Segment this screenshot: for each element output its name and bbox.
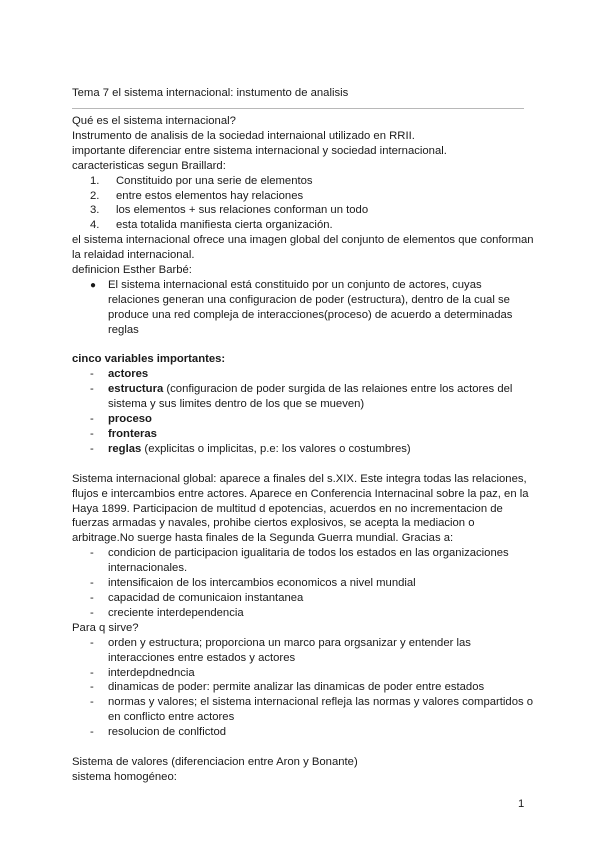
purpose-item [72, 666, 528, 681]
variable-term: actores [108, 368, 149, 381]
braillard-intro: caracteristicas segun Braillard: [72, 159, 226, 172]
variable-item [72, 367, 528, 382]
reason-line: capacidad de comunicaion instantanea [108, 591, 304, 604]
bullet-line: El sistema internacional está constituido por un conjunto de actores, cuyas [108, 278, 482, 291]
paragraph-gap [72, 740, 528, 755]
barbe-intro: definicion Esther Barbé: [72, 264, 192, 277]
bullet-line: relaciones generan una configuracion de poder (estructura), dentro de la cual se [108, 293, 510, 306]
purpose-line: orden y estructura; proporciona un marco para orgsanizar y entender las [108, 636, 471, 649]
dash-marker: - [90, 636, 94, 649]
global-image-line: el sistema internacional ofrece una imagen global del conjunto de elementos que conforman [72, 234, 534, 247]
document-body [72, 114, 534, 785]
purpose-line: normas y valores; el sistema internacional refleja las normas y valores compartidos o [108, 696, 534, 709]
list-number: 3. [90, 204, 100, 217]
purpose-line: resolucion de conlfictod [108, 726, 227, 739]
dash-marker: - [90, 681, 94, 694]
dash-marker: - [90, 577, 94, 590]
list-number: 4. [90, 219, 100, 232]
variable-item [72, 412, 528, 427]
variable-term: proceso [108, 413, 152, 426]
bullet-icon: ● [90, 279, 97, 291]
global-system-line: fuerzas armadas y navales, prohibe ciertos explosivos, se acepta la mediacion o [72, 517, 475, 530]
global-system-line: Haya 1899. Participacion de multitud d epotencias, acuerdos en no incrementacion de [72, 502, 503, 515]
list-item-text: esta totalida manifiesta cierta organización. [116, 219, 333, 232]
list-item-text: Constituido por una serie de elementos [116, 174, 313, 187]
dash-marker: - [90, 666, 94, 679]
definition-line: Instrumento de analisis de la sociedad internaional utilizado en RRII. [72, 129, 415, 142]
numbered-item [72, 174, 528, 189]
paragraph-gap [72, 457, 528, 472]
numbered-item [72, 189, 528, 204]
dash-marker: - [90, 591, 94, 604]
purpose-item [72, 725, 528, 740]
reason-item [72, 591, 528, 606]
reason-line: condicion de participacion igualitaria de todos los estados en las organizaciones [108, 547, 509, 560]
variables-heading: cinco variables importantes: [72, 353, 226, 366]
purpose-line: interacciones entre estados y actores [108, 651, 296, 664]
variable-description: sistema y sus limites dentro de los que se mueven) [108, 398, 365, 411]
dash-marker: - [90, 428, 94, 441]
purpose-item [72, 680, 528, 695]
numbered-item [72, 218, 528, 233]
numbered-item [72, 203, 528, 218]
bullet-line: reglas [108, 323, 139, 336]
bullet-item [72, 278, 528, 338]
title-divider [72, 108, 524, 109]
purpose-item [72, 695, 534, 725]
global-system-line: arbitrage.No suerge hasta finales de la Segunda Guerra mundial. Gracias a: [72, 532, 454, 545]
dash-marker: - [90, 413, 94, 426]
purpose-item [72, 636, 528, 666]
variable-description: (configuracion de poder surgida de las relaiones entre los actores del [163, 383, 513, 396]
question-heading: Qué es el sistema internacional? [72, 115, 236, 127]
global-image-line: la relaidad internacional. [72, 249, 195, 262]
purpose-line: interdepdnedncia [108, 666, 195, 679]
values-line: Sistema de valores (diferenciacion entre Aron y Bonante) [72, 755, 358, 768]
list-number: 2. [90, 189, 100, 202]
variable-term: reglas [108, 442, 142, 455]
bullet-line: produce una red compleja de interacciones(proceso) de acuerdo a determinadas [108, 308, 513, 321]
reason-item [72, 606, 528, 621]
reason-item [72, 576, 528, 591]
variable-item [72, 442, 528, 457]
dash-marker: - [90, 547, 94, 560]
definition-line: importante diferenciar entre sistema internacional y sociedad internacional. [72, 144, 447, 157]
reason-item [72, 546, 528, 576]
global-system-line: flujos e intercambios entre actores. Aparece en Conferencia Internacinal sobre la paz, en la [72, 487, 529, 500]
variable-description: (explicitas o implicitas, p.e: los valores o costumbres) [141, 442, 411, 455]
dash-marker: - [90, 383, 94, 396]
purpose-line: en conflicto entre actores [108, 711, 235, 724]
purpose-line: dinamicas de poder: permite analizar las dinamicas de poder entre estados [108, 681, 485, 694]
document-title: Tema 7 el sistema internacional: instumento de analisis [72, 87, 349, 99]
global-system-line: Sistema internacional global: aparece a finales del s.XIX. Este integra todas las relaciones, [72, 472, 527, 485]
dash-marker: - [90, 368, 94, 381]
dash-marker: - [90, 442, 94, 455]
reason-line: intensificaion de los intercambios economicos a nivel mundial [108, 577, 416, 590]
variable-term: fronteras [108, 428, 157, 441]
variable-item [72, 382, 528, 412]
dash-marker: - [90, 606, 94, 619]
homogeneous-heading: sistema homogéneo: [72, 770, 177, 783]
reason-line: creciente interdependencia [108, 606, 244, 619]
dash-marker: - [90, 726, 94, 739]
list-item-text: los elementos + sus relaciones conforman un todo [116, 204, 369, 217]
list-number: 1. [90, 174, 100, 187]
page-number: 1 [518, 798, 525, 810]
reason-line: internacionales. [108, 562, 188, 575]
list-item-text: entre estos elementos hay relaciones [116, 189, 304, 202]
variable-term: estructura [108, 383, 164, 396]
purpose-heading: Para q sirve? [72, 621, 139, 634]
paragraph-gap [72, 338, 528, 353]
variable-item [72, 427, 528, 442]
dash-marker: - [90, 696, 94, 709]
